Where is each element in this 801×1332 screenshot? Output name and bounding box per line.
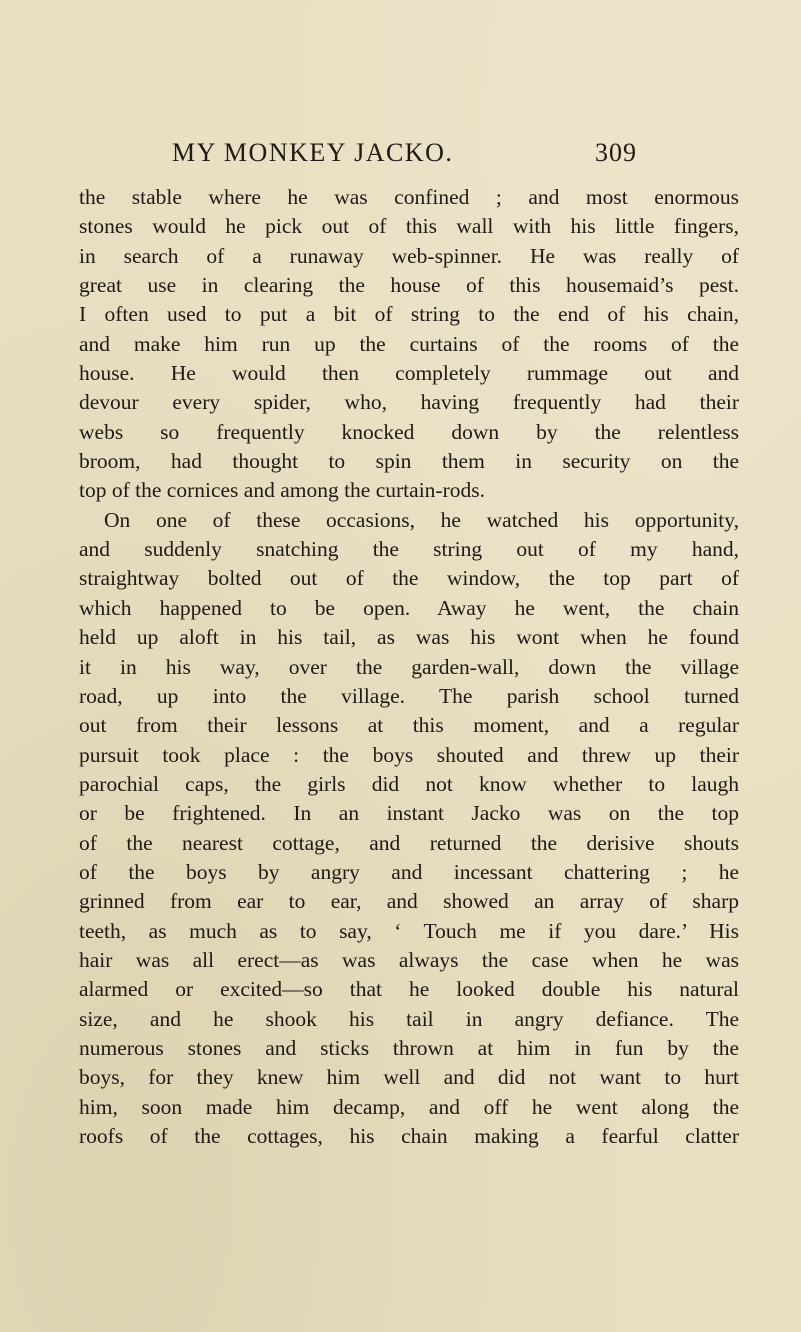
body-text [79, 183, 739, 1151]
text-line: great use in clearing the house of this housemaid’s pest. [79, 273, 739, 298]
running-head [0, 133, 801, 173]
text-line: webs so frequently knocked down by the relentless [79, 419, 739, 444]
text-line: house. He would then completely rummage out and [79, 361, 739, 386]
text-line: pursuit took place : the boys shouted and threw up their [79, 742, 739, 767]
text-line: road, up into the village. The parish school turned [79, 683, 739, 708]
text-line: On one of these occasions, he watched his opportunity, [104, 507, 739, 532]
text-line: I often used to put a bit of string to the end of his chain, [79, 302, 739, 327]
text-line: size, and he shook his tail in angry defiance. The [79, 1006, 739, 1031]
text-line: parochial caps, the girls did not know whether to laugh [79, 771, 739, 796]
running-title: MY MONKEY JACKO. [172, 138, 454, 167]
text-line: out from their lessons at this moment, and a regular [79, 713, 739, 738]
page-number: 309 [595, 138, 637, 167]
text-line: of the boys by angry and incessant chattering ; he [79, 859, 739, 884]
text-line: the stable where he was confined ; and most enormous [79, 185, 739, 209]
text-line: of the nearest cottage, and returned the derisive shouts [79, 830, 739, 855]
text-line: teeth, as much as to say, ‘ Touch me if you dare.’ His [79, 918, 739, 943]
text-line: and suddenly snatching the string out of my hand, [79, 537, 739, 562]
text-line: devour every spider, who, having frequently had their [79, 390, 739, 415]
text-line: roofs of the cottages, his chain making a fearful clatter [79, 1124, 739, 1148]
text-line: straightway bolted out of the window, the top part of [79, 566, 739, 591]
text-line: numerous stones and sticks thrown at him in fun by the [79, 1035, 739, 1060]
text-line: in search of a runaway web-spinner. He was really of [79, 243, 739, 268]
text-line: boys, for they knew him well and did not want to hurt [79, 1065, 739, 1090]
text-line: broom, had thought to spin them in security on the [79, 449, 739, 474]
text-line: or be frightened. In an instant Jacko was on the top [79, 801, 739, 826]
text-line: grinned from ear to ear, and showed an array of sharp [79, 889, 739, 914]
text-line: it in his way, over the garden-wall, down the village [79, 654, 739, 679]
text-line: top of the cornices and among the curtain-rods. [79, 478, 485, 503]
text-line: which happened to be open. Away he went, the chain [79, 595, 739, 620]
text-line: hair was all erect—as was always the case when he was [79, 947, 739, 972]
text-line: him, soon made him decamp, and off he went along the [79, 1094, 739, 1119]
text-line: alarmed or excited—so that he looked double his natural [79, 977, 739, 1002]
text-line: held up aloft in his tail, as was his wont when he found [79, 625, 739, 650]
text-line: and make him run up the curtains of the rooms of the [79, 331, 739, 356]
text-line: stones would he pick out of this wall with his little fingers, [79, 214, 739, 239]
